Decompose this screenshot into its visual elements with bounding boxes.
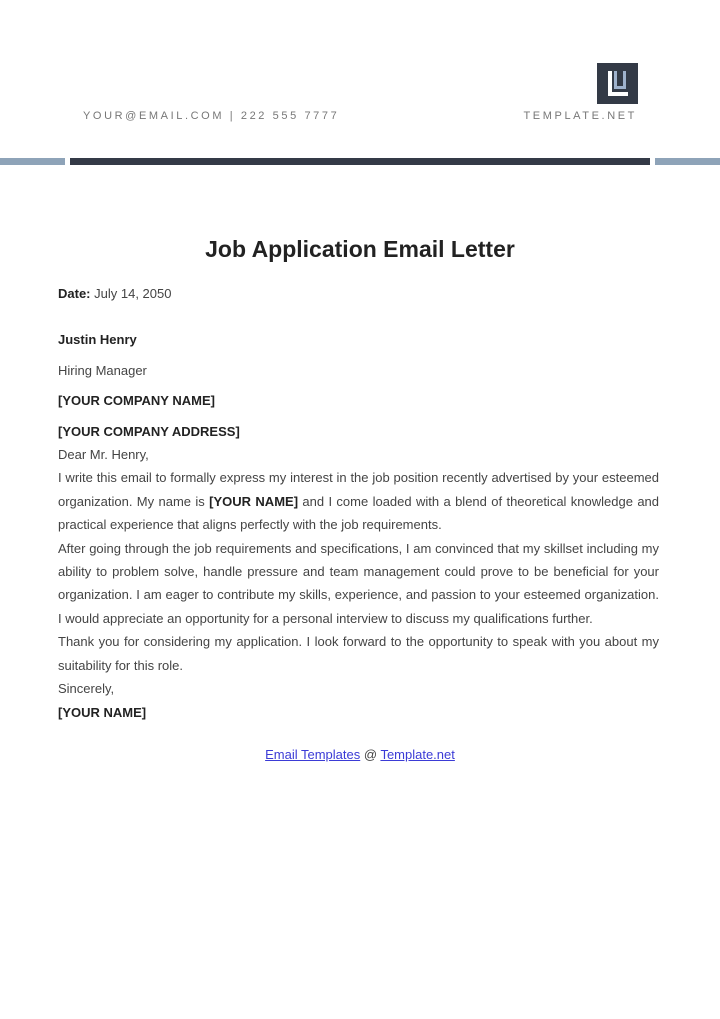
company-name: [YOUR COMPANY NAME]	[58, 393, 215, 409]
closing: Sincerely,	[58, 681, 115, 697]
email-templates-link[interactable]: Email Templates	[265, 747, 361, 762]
divider-right	[655, 158, 720, 165]
template-net-link[interactable]: Template.net	[380, 747, 455, 762]
footer	[0, 747, 720, 762]
paragraph-3: Thank you for considering my application. I look forward to the opportunity to speak with you about my suitability for this role.	[58, 634, 659, 673]
date-label: Date:	[58, 286, 91, 301]
date-line	[58, 282, 659, 305]
paragraph-2: After going through the job requirements and specifications, I am convinced that my skillset including my ability to problem solve, handle pressure and team management could prove to be beneficial for your organization. I am eager to contribute my skills, experience, and passion to your esteemed organization. I would appreciate an opportunity for a personal interview to discuss my qualifications further.	[58, 540, 659, 626]
paragraph-1-text-a: I write this email to formally express my interest in the job position recently advertised by your esteemed organization. My name is	[58, 470, 659, 509]
contact-info: YOUR@EMAIL.COM | 222 555 7777	[83, 110, 340, 122]
recipient-role: Hiring Manager	[58, 362, 147, 378]
recipient-name: Justin Henry	[58, 332, 137, 348]
paragraph-1	[58, 466, 659, 536]
divider-left	[0, 158, 65, 165]
paragraph-1-text-b: and I come loaded with a blend of theoretical knowledge and practical experience that aligns perfectly with the job requirements.	[58, 493, 660, 533]
signature: [YOUR NAME]	[58, 704, 147, 720]
page-title: Job Application Email Letter	[205, 236, 515, 262]
footer-separator: @	[360, 747, 381, 762]
salutation: Dear Mr. Henry,	[58, 447, 149, 463]
letter-body	[58, 282, 659, 724]
site-name: TEMPLATE.NET	[523, 110, 637, 122]
date-value: July 14, 2050	[94, 286, 172, 301]
applicant-name-placeholder: [YOUR NAME]	[209, 493, 299, 509]
logo	[597, 63, 638, 104]
company-address: [YOUR COMPANY ADDRESS]	[58, 423, 240, 439]
divider-main	[70, 158, 650, 165]
